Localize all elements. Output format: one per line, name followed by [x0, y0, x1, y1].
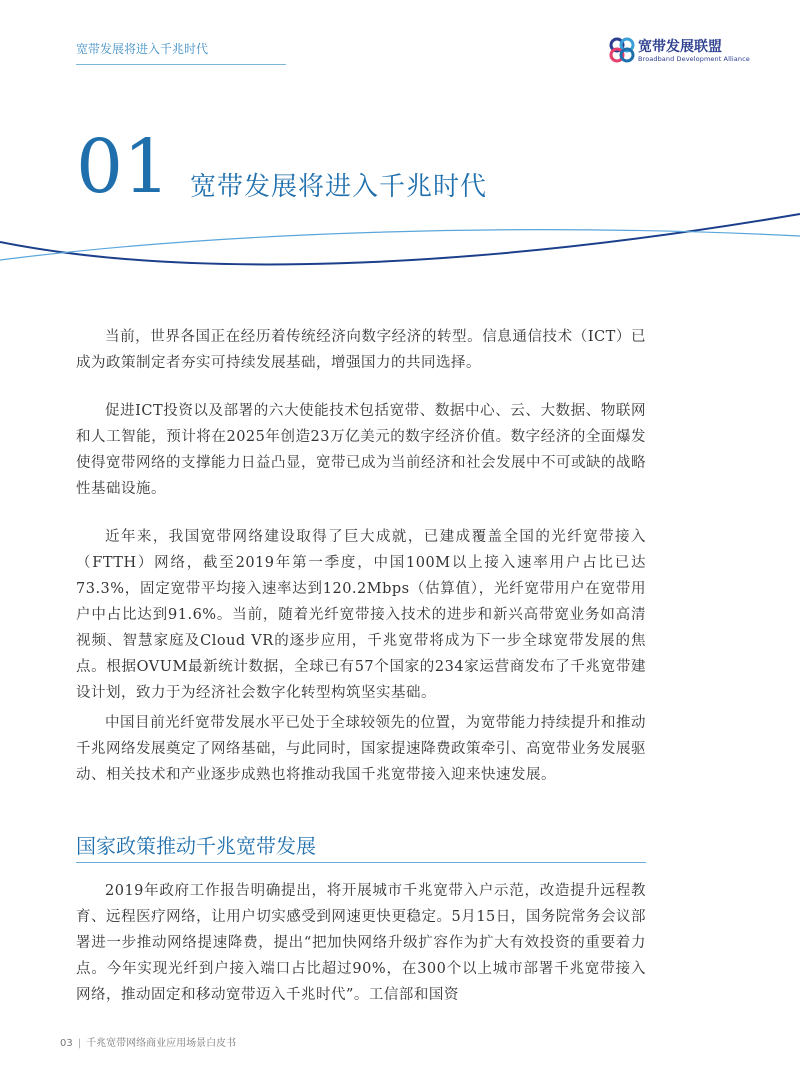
paragraph-1: 当前，世界各国正在经历着传统经济向数字经济的转型。信息通信技术（ICT）已成为政策制定者夯实可持续发展基础，增强国力的共同选择。: [76, 329, 646, 371]
header-rule: [76, 64, 286, 65]
section-title: 国家政策推动千兆宽带发展: [76, 834, 316, 858]
footer-separator: |: [77, 1038, 82, 1049]
paragraph-3: 近年来，我国宽带网络建设取得了巨大成就，已建成覆盖全国的光纤宽带接入（FTTH）网络，截至2019年第一季度，中国100M以上接入速率用户占比已达73.3%，固定宽带平均接入速率达到120.2Mbps（估算值），光纤宽带用户在宽带用户中占比达到91.6%。当前，随着光纤宽带接入技术的进步和新兴高带宽业务如高清视频、智慧家庭及Cloud VR的逐步应用，千兆宽带将成为下一步全球宽带发展的焦点。根据OVUM最新统计数据，全球已有57个国家的234家运营商发布了千兆宽带建设计划，致力于为经济社会数字化转型构筑坚实基础。: [76, 529, 646, 701]
alliance-logo-icon: [608, 36, 636, 64]
paragraph-2: 促进ICT投资以及部署的六大使能技术包括宽带、数据中心、云、大数据、物联网和人工智能，预计将在2025年创造23万亿美元的数字经济价值。数字经济的全面爆发使得宽带网络的支撑能力日益凸显，宽带已成为当前经济和社会发展中不可或缺的战略性基础设施。: [76, 403, 646, 497]
footer: [60, 1034, 236, 1049]
wave-light: [0, 230, 800, 260]
logo: [608, 34, 750, 70]
logo-name-en: Broadband Development Alliance: [638, 55, 750, 63]
section-heading: [76, 828, 646, 863]
chapter-number: 01: [76, 124, 171, 210]
logo-name-cn: 宽带发展联盟: [638, 39, 722, 55]
chapter-title: 宽带发展将进入千兆时代: [190, 172, 488, 202]
section-paragraph: 2019年政府工作报告明确提出，将开展城市千兆宽带入户示范，改造提升远程教育、远程医疗网络，让用户切实感受到网速更快更稳定。5月15日，国务院常务会议部署进一步推动网络提速降费，提出“把加快网络升级扩容作为扩大有效投资的重要着力点。今年实现光纤到户接入端口占比超过90%，在300个以上城市部署千兆宽带接入网络，推动固定和移动宽带迈入千兆时代”。工信部和国资: [76, 883, 646, 1003]
header-title: 宽带发展将进入千兆时代: [76, 42, 209, 56]
footer-doc-title: 千兆宽带网络商业应用场景白皮书: [86, 1038, 237, 1049]
wave-dark: [0, 214, 800, 264]
paragraph-4: 中国目前光纤宽带发展水平已处于全球较领先的位置，为宽带能力持续提升和推动千兆网络发展奠定了网络基础，与此同时，国家提速降费政策牵引、高宽带业务发展驱动、相关技术和产业逐步成熟也将推动我国千兆宽带接入迎来快速发展。: [76, 715, 646, 783]
decorative-waves: [0, 200, 800, 280]
page-number: 03: [60, 1038, 73, 1049]
